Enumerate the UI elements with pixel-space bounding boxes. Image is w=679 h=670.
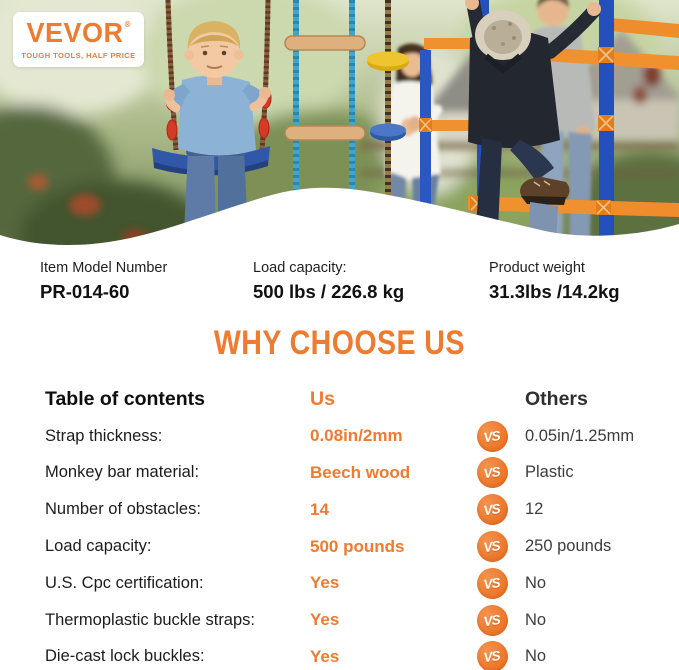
vs-badge: VS — [475, 492, 510, 527]
hero-photo — [0, 0, 679, 250]
vs-badge: VS — [475, 455, 510, 490]
row-feature: Load capacity: — [45, 537, 152, 556]
row-feature: Thermoplastic buckle straps: — [45, 610, 255, 629]
spec-label: Product weight — [489, 260, 585, 276]
boy-shirt — [178, 75, 256, 155]
logo-tagline: TOUGH TOOLS, HALF PRICE — [21, 50, 136, 60]
registered-trademark-mark: ® — [124, 19, 131, 29]
vs-badge: VS — [475, 419, 510, 454]
spec-strip — [0, 260, 679, 320]
row-feature: U.S. Cpc certification: — [45, 573, 204, 592]
row-feature: Die-cast lock buckles: — [45, 647, 205, 666]
row-us-value: 14 — [310, 499, 329, 519]
table-row — [45, 565, 645, 602]
comparison-table — [45, 381, 645, 670]
vevor-logo-card — [13, 12, 144, 67]
row-others-value: Plastic — [525, 463, 574, 482]
table-row — [45, 528, 645, 565]
row-us-value: Yes — [310, 646, 340, 666]
row-others-value: 250 pounds — [525, 537, 612, 556]
spec-value: PR-014-60 — [40, 281, 130, 302]
row-us-value: 0.08in/2mm — [310, 426, 403, 446]
spec-item-load-capacity — [253, 260, 404, 303]
spec-item-product-weight — [489, 260, 620, 303]
header-us: Us — [310, 387, 335, 410]
vs-badge: VS — [475, 529, 510, 564]
row-us-value: Yes — [310, 573, 340, 593]
spec-value: 500 lbs / 226.8 kg — [253, 281, 405, 302]
section-title: WHY CHOOSE US — [214, 324, 465, 362]
row-us-value: Beech wood — [310, 462, 411, 482]
row-others-value: No — [525, 647, 547, 666]
spec-value: 31.3lbs /14.2kg — [489, 281, 620, 302]
row-others-value: 0.05in/1.25mm — [525, 426, 635, 445]
row-us-value: 500 pounds — [310, 536, 405, 556]
comparison-header-row — [45, 381, 645, 418]
vs-badge: VS — [475, 566, 510, 601]
row-feature: Monkey bar material: — [45, 463, 200, 482]
table-row — [45, 602, 645, 639]
row-others-value: No — [525, 610, 547, 629]
row-feature: Number of obstacles: — [45, 500, 201, 519]
vs-badge: VS — [475, 603, 510, 638]
header-others: Others — [525, 387, 588, 410]
header-feature: Table of contents — [45, 387, 205, 410]
vevor-logo: VEVOR — [26, 17, 124, 48]
vs-badge: VS — [475, 639, 510, 670]
row-others-value: 12 — [525, 500, 544, 519]
row-feature: Strap thickness: — [45, 426, 163, 445]
spec-label: Item Model Number — [40, 260, 168, 276]
row-others-value: No — [525, 573, 547, 592]
spec-item-model-number — [40, 260, 167, 303]
table-row — [45, 455, 645, 492]
spec-label: Load capacity: — [253, 260, 347, 276]
table-row — [45, 639, 645, 670]
table-row — [45, 491, 645, 528]
table-row — [45, 418, 645, 455]
row-us-value: Yes — [310, 610, 340, 630]
